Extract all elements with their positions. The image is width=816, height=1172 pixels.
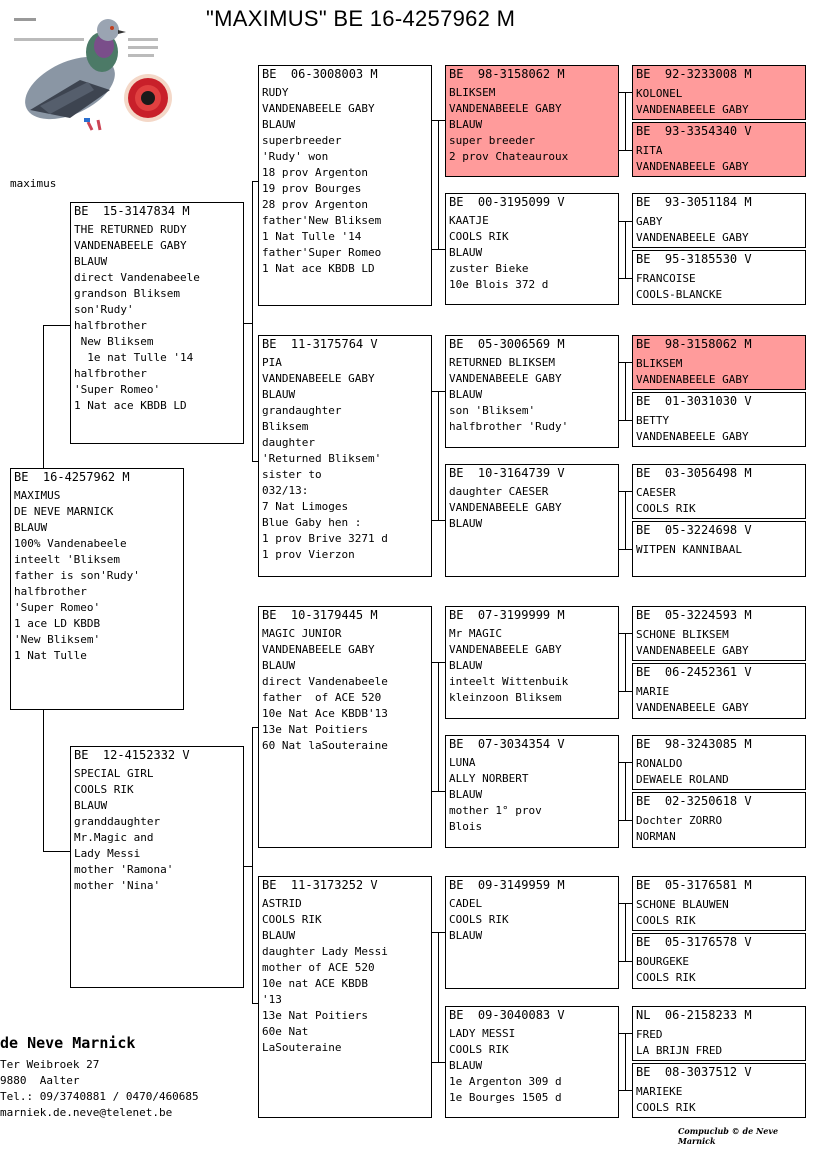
ring-number: BE 93-3051184 M: [636, 195, 752, 209]
g2-box: [632, 122, 806, 177]
pedigree-line: BLAUW: [449, 118, 483, 131]
g3-box: [632, 193, 806, 248]
pedigree-line: super breeder: [449, 134, 536, 147]
ring-number: BE 05-3224698 V: [636, 523, 752, 537]
pedigree-line: halfbrother 'Rudy': [449, 420, 569, 433]
sds-box: [445, 335, 619, 448]
pedigree-line: sister to: [262, 468, 322, 481]
pedigree-line: MAGIC JUNIOR: [262, 627, 342, 640]
pedigree-line: SCHONE BLAUWEN: [636, 898, 729, 911]
pedigree-line: 7 Nat Limoges: [262, 500, 349, 513]
pedigree-line: 1 Nat Tulle '14: [262, 230, 362, 243]
pedigree-line: BLAUW: [449, 517, 483, 530]
short-name-label: maximus: [10, 177, 57, 190]
pedigree-line: RETURNED BLIKSEM: [449, 356, 555, 369]
ring-number: BE 09-3040083 V: [449, 1008, 565, 1022]
pedigree-line: MAXIMUS: [14, 489, 61, 502]
pedigree-line: 'Rudy' won: [262, 150, 329, 163]
pedigree-line: COOLS RIK: [74, 783, 134, 796]
pedigree-line: VANDENABEELE GABY: [636, 159, 749, 173]
owner-contact: [0, 1034, 199, 1121]
ring-number: BE 05-3224593 M: [636, 608, 752, 622]
pedigree-line: 1 Nat ace KBDB LD: [74, 399, 187, 412]
pedigree-line: 1 ace LD KBDB: [14, 617, 101, 630]
pedigree-line: father is son'Rudy': [14, 569, 140, 582]
ring-number: BE 06-3008003 M: [262, 67, 378, 81]
pedigree-line: KOLONEL: [636, 87, 683, 100]
ring-number: BE 06-2452361 V: [636, 665, 752, 679]
pedigree-line: 10e Nat Ace KBDB'13: [262, 707, 388, 720]
eye-icon: [124, 74, 172, 122]
dam-sire-box: [258, 606, 432, 848]
pedigree-line: 'Returned Bliksem': [262, 452, 382, 465]
pedigree-line: direct Vandenabeele: [262, 675, 388, 688]
pedigree-line: 18 prov Argenton: [262, 166, 368, 179]
pedigree-line: grandson Bliksem: [74, 287, 180, 300]
pedigree-line: 2 prov Chateauroux: [449, 150, 569, 163]
pedigree-line: mother 1° prov: [449, 804, 542, 817]
pedigree-line: father'Super Romeo: [262, 246, 382, 259]
g8-box: [632, 521, 806, 577]
g16-box: [632, 1063, 806, 1118]
pedigree-line: VANDENABEELE GABY: [449, 501, 562, 514]
pedigree-line: halfbrother: [74, 367, 147, 380]
ring-number: NL 06-2158233 M: [636, 1008, 752, 1022]
sire-sire-box: [258, 65, 432, 306]
pedigree-line: LaSouteraine: [262, 1041, 342, 1054]
pedigree-line: zuster Bieke: [449, 262, 529, 275]
owner-address: Ter Weibroek 27: [0, 1058, 100, 1071]
pedigree-line: RONALDO: [636, 757, 683, 770]
pedigree-line: COOLS RIK: [449, 230, 509, 243]
pedigree-line: NORMAN: [636, 829, 676, 843]
pedigree-line: COOLS RIK: [636, 913, 696, 927]
g12-box: [632, 792, 806, 848]
g9-box: [632, 606, 806, 661]
pedigree-line: KAATJE: [449, 214, 489, 227]
pedigree-line: Blue Gaby hen :: [262, 516, 362, 529]
pedigree-line: 1 Nat ace KBDB LD: [262, 262, 375, 275]
ring-number: BE 92-3233008 M: [636, 67, 752, 81]
pedigree-line: RUDY: [262, 86, 289, 99]
pedigree-line: CAESER: [636, 486, 676, 499]
pedigree-line: GABY: [636, 215, 663, 228]
pedigree-line: COOLS RIK: [636, 1100, 696, 1114]
pedigree-line: 1 Nat Tulle: [14, 649, 87, 662]
ring-number: BE 98-3243085 M: [636, 737, 752, 751]
pedigree-line: BLAUW: [262, 929, 296, 942]
pedigree-line: VANDENABEELE GABY: [74, 239, 187, 252]
pedigree-line: BLAUW: [449, 659, 483, 672]
pedigree-line: daughter: [262, 436, 315, 449]
pedigree-line: BLAUW: [14, 521, 48, 534]
owner-email: marniek.de.neve@telenet.be: [0, 1106, 173, 1119]
pedigree-line: son'Rudy': [74, 303, 134, 316]
pedigree-line: BLAUW: [262, 118, 296, 131]
pedigree-line: 'Super Romeo': [14, 601, 101, 614]
sire-dam-box: [258, 335, 432, 577]
owner-name: de Neve Marnick: [0, 1034, 136, 1052]
owner-city: 9880 Aalter: [0, 1074, 80, 1087]
pedigree-line: DEWAELE ROLAND: [636, 772, 729, 786]
pedigree-line: 28 prov Argenton: [262, 198, 368, 211]
pedigree-line: VANDENABEELE GABY: [636, 102, 749, 116]
ring-number: BE 11-3175764 V: [262, 337, 378, 351]
pedigree-line: COOLS RIK: [636, 501, 696, 515]
pedigree-line: BLAUW: [449, 1059, 483, 1072]
pedigree-line: '13: [262, 993, 282, 1006]
pedigree-line: 60 Nat laSouteraine: [262, 739, 388, 752]
ring-number: BE 11-3173252 V: [262, 878, 378, 892]
pedigree-line: VANDENABEELE GABY: [636, 700, 749, 714]
pedigree-line: WITPEN KANNIBAAL: [636, 543, 742, 556]
ring-number: BE 05-3006569 M: [449, 337, 565, 351]
pedigree-line: MARIE: [636, 685, 670, 698]
g4-box: [632, 250, 806, 305]
ring-number: BE 08-3037512 V: [636, 1065, 752, 1079]
pedigree-line: 'Super Romeo': [74, 383, 161, 396]
pedigree-line: inteelt 'Bliksem: [14, 553, 120, 566]
owner-phone: Tel.: 09/3740881 / 0470/460685: [0, 1090, 199, 1103]
ring-number: BE 95-3185530 V: [636, 252, 752, 266]
pedigree-line: inteelt Wittenbuik: [449, 675, 569, 688]
g7-box: [632, 464, 806, 519]
pedigree-line: MARIEKE: [636, 1085, 683, 1098]
pedigree-line: VANDENABEELE GABY: [449, 102, 562, 115]
pedigree-line: halfbrother: [74, 319, 147, 332]
pedigree-line: FRANCOISE: [636, 272, 696, 285]
dss-box: [445, 606, 619, 719]
ring-number: BE 98-3158062 M: [449, 67, 565, 81]
pedigree-line: BETTY: [636, 414, 670, 427]
pedigree-line: VANDENABEELE GABY: [449, 643, 562, 656]
pedigree-line: LUNA: [449, 756, 476, 769]
sss-box: [445, 65, 619, 177]
pedigree-line: mother 'Ramona': [74, 863, 174, 876]
pedigree-line: kleinzoon Bliksem: [449, 691, 562, 704]
g5-box: [632, 335, 806, 390]
pedigree-line: 'New Bliksem': [14, 633, 101, 646]
pedigree-line: 13e Nat Poitiers: [262, 723, 368, 736]
g6-box: [632, 392, 806, 447]
pedigree-line: 1e Argenton 309 d: [449, 1075, 562, 1088]
pedigree-line: COOLS RIK: [449, 913, 509, 926]
pedigree-line: 10e nat ACE KBDB: [262, 977, 368, 990]
pedigree-line: PIA: [262, 356, 282, 369]
page-title: "MAXIMUS" BE 16-4257962 M: [206, 6, 516, 31]
ring-number: BE 10-3179445 M: [262, 608, 378, 622]
ring-number: BE 07-3034354 V: [449, 737, 565, 751]
pedigree-line: COOLS RIK: [449, 1043, 509, 1056]
pedigree-line: direct Vandenabeele: [74, 271, 200, 284]
pedigree-line: COOLS-BLANCKE: [636, 287, 723, 301]
pedigree-line: BLAUW: [449, 388, 483, 401]
pedigree-line: THE RETURNED RUDY: [74, 223, 187, 236]
dam-box: [70, 746, 244, 988]
ring-number: BE 93-3354340 V: [636, 124, 752, 138]
pigeon-icon: [16, 19, 126, 132]
pedigree-line: SPECIAL GIRL: [74, 767, 154, 780]
dds-box: [445, 876, 619, 989]
pedigree-line: SCHONE BLIKSEM: [636, 628, 729, 641]
pedigree-line: COOLS RIK: [636, 970, 696, 984]
pedigree-line: RITA: [636, 144, 663, 157]
ring-number: BE 15-3147834 M: [74, 204, 190, 218]
pedigree-line: Dochter ZORRO: [636, 814, 723, 827]
pedigree-line: LA BRIJN FRED: [636, 1043, 723, 1057]
pedigree-line: son 'Bliksem': [449, 404, 536, 417]
ring-number: BE 00-3195099 V: [449, 195, 565, 209]
pedigree-line: COOLS RIK: [262, 913, 322, 926]
pedigree-line: CADEL: [449, 897, 483, 910]
ring-number: BE 07-3199999 M: [449, 608, 565, 622]
g13-box: [632, 876, 806, 931]
pedigree-line: father'New Bliksem: [262, 214, 382, 227]
g1-box: [632, 65, 806, 120]
pedigree-line: halfbrother: [14, 585, 87, 598]
g14-box: [632, 933, 806, 989]
pedigree-line: superbreeder: [262, 134, 342, 147]
pedigree-line: mother 'Nina': [74, 879, 161, 892]
pedigree-line: 100% Vandenabeele: [14, 537, 127, 550]
pedigree-line: VANDENABEELE GABY: [636, 372, 749, 386]
pedigree-line: Lady Messi: [74, 847, 141, 860]
pigeon-logo: [10, 10, 180, 135]
ring-number: BE 98-3158062 M: [636, 337, 752, 351]
pedigree-line: BLAUW: [74, 255, 108, 268]
pedigree-line: VANDENABEELE GABY: [636, 643, 749, 657]
sdd-box: [445, 464, 619, 577]
pedigree-line: daughter CAESER: [449, 485, 549, 498]
ddd-box: [445, 1006, 619, 1118]
ring-number: BE 03-3056498 M: [636, 466, 752, 480]
ring-number: BE 01-3031030 V: [636, 394, 752, 408]
pedigree-line: 19 prov Bourges: [262, 182, 362, 195]
pedigree-line: father of ACE 520: [262, 691, 382, 704]
footer-credit: Compuclub © de Neve Marnick: [678, 1126, 779, 1146]
pedigree-line: VANDENABEELE GABY: [262, 372, 375, 385]
dam-dam-box: [258, 876, 432, 1118]
pedigree-line: 1 prov Brive 3271 d: [262, 532, 388, 545]
sire-box: [70, 202, 244, 444]
pedigree-line: DE NEVE MARNICK: [14, 505, 114, 518]
pedigree-line: Mr.Magic and: [74, 831, 154, 844]
pedigree-line: grandaughter: [262, 404, 342, 417]
pedigree-line: BLIKSEM: [636, 357, 683, 370]
g15-box: [632, 1006, 806, 1061]
pedigree-line: VANDENABEELE GABY: [262, 102, 375, 115]
pedigree-line: 60e Nat: [262, 1025, 309, 1038]
pedigree-line: ASTRID: [262, 897, 302, 910]
pedigree-line: daughter Lady Messi: [262, 945, 388, 958]
pedigree-line: ALLY NORBERT: [449, 772, 529, 785]
pedigree-line: Mr MAGIC: [449, 627, 502, 640]
pedigree-line: 13e Nat Poitiers: [262, 1009, 368, 1022]
pedigree-line: BLAUW: [449, 929, 483, 942]
pedigree-line: Bliksem: [262, 420, 309, 433]
pedigree-line: BLAUW: [449, 246, 483, 259]
pedigree-line: New Bliksem: [74, 335, 154, 348]
ring-number: BE 05-3176578 V: [636, 935, 752, 949]
pedigree-line: 032/13:: [262, 484, 309, 497]
pedigree-line: 1e Bourges 1505 d: [449, 1091, 562, 1104]
ring-number: BE 05-3176581 M: [636, 878, 752, 892]
pedigree-line: BLAUW: [74, 799, 108, 812]
pedigree-line: VANDENABEELE GABY: [636, 429, 749, 443]
ssd-box: [445, 193, 619, 305]
pedigree-line: granddaughter: [74, 815, 161, 828]
dsd-box: [445, 735, 619, 848]
pedigree-line: LADY MESSI: [449, 1027, 516, 1040]
pedigree-line: Blois: [449, 820, 483, 833]
ring-number: BE 09-3149959 M: [449, 878, 565, 892]
pedigree-line: BLAUW: [449, 788, 483, 801]
ring-number: BE 12-4152332 V: [74, 748, 190, 762]
pedigree-line: BLAUW: [262, 659, 296, 672]
ring-number: BE 10-3164739 V: [449, 466, 565, 480]
ring-number: BE 02-3250618 V: [636, 794, 752, 808]
g11-box: [632, 735, 806, 790]
pedigree-line: VANDENABEELE GABY: [636, 230, 749, 244]
pedigree-line: VANDENABEELE GABY: [449, 372, 562, 385]
ring-number: BE 16-4257962 M: [14, 470, 130, 484]
pedigree-line: VANDENABEELE GABY: [262, 643, 375, 656]
pedigree-line: 1 prov Vierzon: [262, 548, 355, 561]
pedigree-line: FRED: [636, 1028, 663, 1041]
g10-box: [632, 663, 806, 719]
pedigree-line: BLAUW: [262, 388, 296, 401]
pedigree-line: 10e Blois 372 d: [449, 278, 549, 291]
pedigree-line: BOURGEKE: [636, 955, 689, 968]
subject-box: [10, 468, 184, 710]
pedigree-line: 1e nat Tulle '14: [74, 351, 194, 364]
pedigree-line: mother of ACE 520: [262, 961, 375, 974]
pedigree-line: BLIKSEM: [449, 86, 496, 99]
